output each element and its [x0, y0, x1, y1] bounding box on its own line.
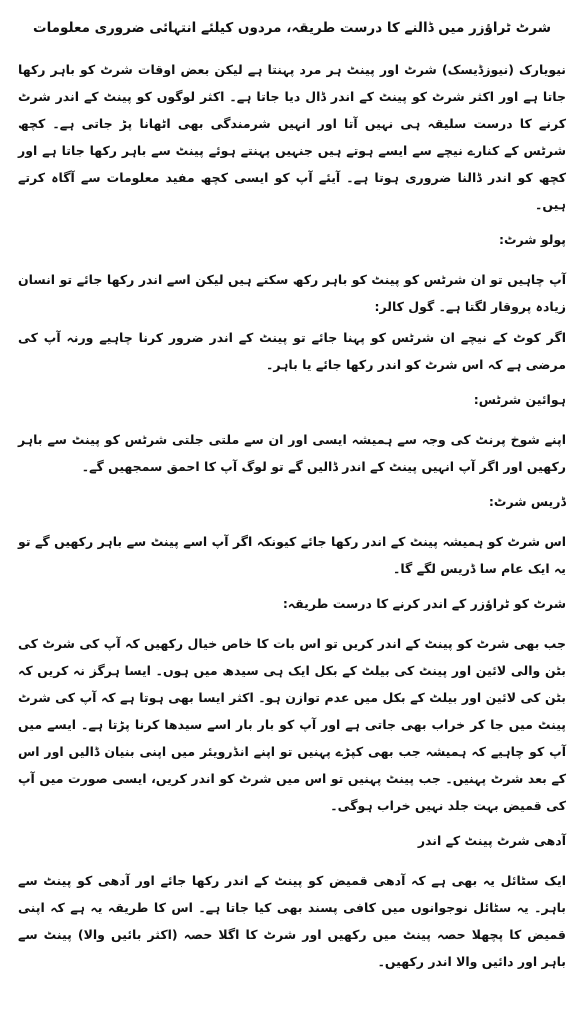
intro-paragraph: نیویارک (نیوزڈیسک) شرٹ اور پینٹ ہر مرد پہنتا ہے لیکن بعض اوقات شرٹ کو باہر رکھا جاتا ہے اور اکثر شرٹ کو پینٹ کے اندر ڈال دیا جاتا ہے۔ اکثر لوگوں کو پینٹ کے اندر شرٹ کرنے کا درست سلیقہ ہی نہیں آتا اور انہیں شرمندگی بھی اٹھانا پڑ جاتی ہے۔ کچھ شرٹس کے کنارے نیچے سے ایسے ہوتے ہیں جنہیں پہنتے ہوئے پینٹ سے باہر رکھا جاتا ہے اور کچھ کو اندر ڈالنا ضروری ہوتا ہے۔ آیئے آپ کو ایسی کچھ مفید معلومات سے آگاہ کرتے ہیں۔: [18, 62, 566, 212]
round-collar-paragraph: اگر کوٹ کے نیچے ان شرٹس کو پہنا جائے تو پینٹ کے اندر ضرور کرنا چاہیے ورنہ آپ کی مرضی ہے کہ اس شرٹ کو اندر رکھا جائے یا باہر۔: [18, 330, 566, 372]
article-title: شرٹ ٹراؤزر میں ڈالنے کا درست طریقہ، مردوں کیلئے انتہائی ضروری معلومات: [33, 20, 551, 36]
hawaiian-heading: ہوائین شرٹس:: [473, 392, 566, 407]
dress-paragraph: اس شرٹ کو ہمیشہ پینٹ کے اندر رکھا جائے کیونکہ اگر آپ اسے پینٹ سے باہر رکھیں گے تو یہ ایک عام سا ڈریس لگے گا۔: [18, 534, 566, 576]
method-paragraph: جب بھی شرٹ کو پینٹ کے اندر کریں تو اس بات کا خاص خیال رکھیں کہ آپ کی شرٹ کی بٹن والی لائین اور پینٹ کی بیلٹ کے بکل ایک ہی سیدھ میں ہوں۔ ایسا ہرگز نہ کریں کہ بٹن کی لائین اور بیلٹ کے بکل میں عدم توازن ہو۔ اکثر ایسا بھی ہوتا ہے کہ آپ کی شرٹ پینٹ میں جا کر خراب بھی جاتی ہے اور آپ کو بار بار اسے سیدھا کرنا پڑتا ہے۔ ایسے میں آپ کو چاہیے کہ ہمیشہ جب بھی کپڑے پہنیں تو اپنے انڈرویئر میں اپنی بنیان ڈالیں اور اس کے بعد شرٹ پہنیں۔ جب پینٹ پہنیں تو اس میں شرٹ کو اندر کریں، ایسی صورت میں آپ کی قمیض بہت جلد نہیں خراب ہوگی۔: [18, 636, 566, 813]
method-heading: شرٹ کو ٹراؤزر کے اندر کرنے کا درست طریقہ:: [282, 596, 566, 611]
hawaiian-paragraph: اپنے شوخ پرنٹ کی وجہ سے ہمیشہ ایسی اور ان سے ملتی جلتی شرٹس کو پینٹ سے باہر رکھیں اور اگر آپ انہیں پینٹ کے اندر ڈالیں گے تو لوگ آپ کا احمق سمجھیں گے۔: [18, 432, 566, 474]
polo-heading: پولو شرٹ:: [498, 232, 566, 247]
half-tuck-paragraph: ایک سٹائل یہ بھی ہے کہ آدھی قمیض کو پینٹ کے اندر رکھا جائے اور آدھی کو پینٹ سے باہر۔ یہ سٹائل نوجوانوں میں کافی پسند بھی کیا جاتا ہے۔ اس کا طریقہ یہ ہے کہ اپنی قمیض کا پچھلا حصہ پینٹ میں رکھیں اور شرٹ کا اگلا حصہ (اکثر بائیں والا) پینٹ سے باہر اور دائیں والا اندر رکھیں۔: [18, 873, 566, 969]
polo-paragraph: آپ چاہیں تو ان شرٹس کو پینٹ کو باہر رکھ سکتے ہیں لیکن اسے اندر رکھا جائے تو انسان زیادہ پروقار لگتا ہے۔ گول کالر:: [18, 272, 566, 314]
half-tuck-heading: آدھی شرٹ پینٹ کے اندر: [417, 833, 566, 848]
dress-heading: ڈریس شرٹ:: [488, 494, 566, 509]
